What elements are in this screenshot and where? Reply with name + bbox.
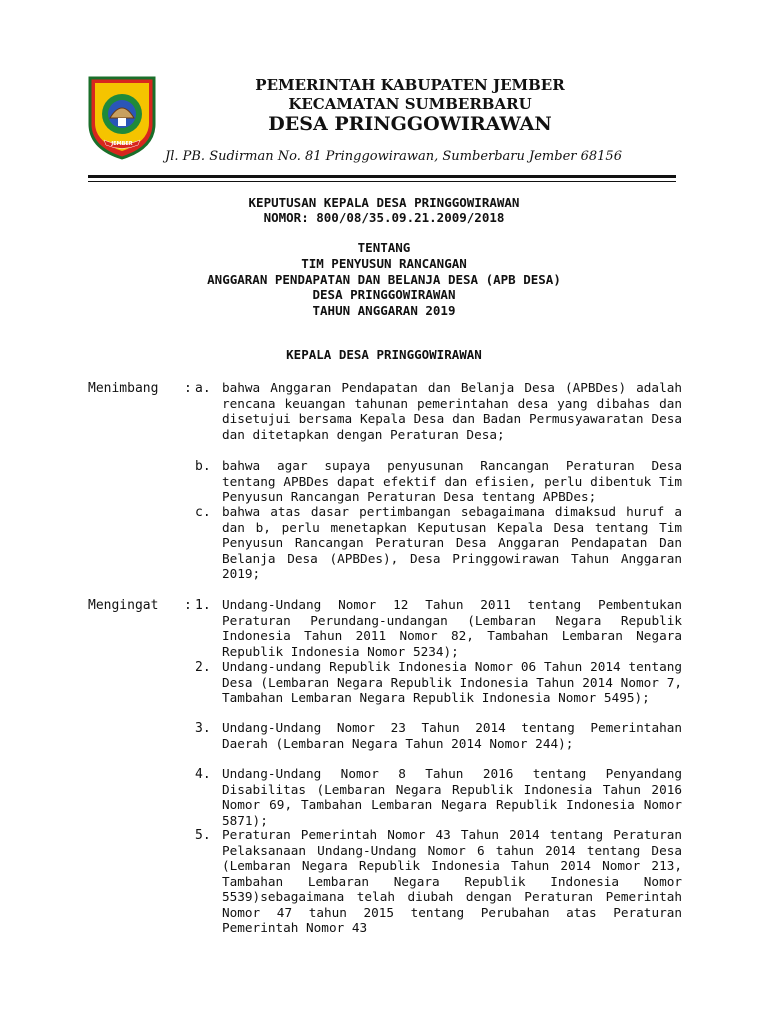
menimbang-marker-b: b.	[195, 459, 211, 474]
header-divider-thin	[88, 181, 676, 182]
official-title: KEPALA DESA PRINGGOWIRAWAN	[286, 347, 482, 362]
header-divider-thick	[88, 175, 676, 178]
mengingat-item-2: Undang-undang Republik Indonesia Nomor 06 Tahun 2014 tentang Desa (Lembaran Negara Republik Indonesia Tahun 2014 Nomor 7, Tambahan Lembaran Negara Republik Indonesia Nomor 5495);	[222, 659, 682, 705]
subject-line-4: DESA PRINGGOWIRAWAN	[312, 287, 456, 302]
mengingat-marker-3: 3.	[195, 721, 211, 736]
mengingat-marker-2: 2.	[195, 660, 211, 675]
jember-regency-emblem	[88, 74, 156, 160]
mengingat-item-5: Peraturan Pemerintah Nomor 43 Tahun 2014 tentang Peraturan Pelaksanaan Undang-Undang Nomor 6 tahun 2014 tentang Desa (Lembaran Negara Republik Indonesia Tahun 2014 Nomor 213, Tambahan Lembaran Negara Republik Indonesia Nomor 5539)sebagaimana telah diubah dengan Peraturan Pemerintah Nomor 47 tahun 2015 tentang Perubahan atas Peraturan Pemerintah Nomor 43	[222, 827, 682, 935]
menimbang-marker-a: a.	[195, 381, 211, 396]
mengingat-item-1: Undang-Undang Nomor 12 Tahun 2011 tentang Pembentukan Peraturan Perundang-undangan (Lembaran Negara Republik Indonesia Tahun 2011 Nomor 82, Tambahan Lembaran Negara Republik Indonesia Nomor 5234);	[222, 597, 682, 659]
decree-number: NOMOR: 800/08/35.09.21.2009/2018	[263, 210, 505, 225]
subject-tentang: TENTANG	[357, 240, 411, 255]
subject-line-2: TIM PENYUSUN RANCANGAN	[301, 256, 467, 271]
menimbang-item-a: bahwa Anggaran Pendapatan dan Belanja Desa (APBDes) adalah rencana keuangan tahunan pemerintahan desa yang dibahas dan disetujui bersama Kepala Desa dan Badan Permusyawaratan Desa dan ditetapkan dengan Peraturan Desa;	[222, 380, 682, 442]
mengingat-label: Mengingat	[88, 598, 159, 613]
subject-line-3: ANGGARAN PENDAPATAN DAN BELANJA DESA (APB DESA)	[207, 272, 561, 287]
header-address: Jl. PB. Sudirman No. 81 Pringgowirawan, Sumberbaru Jember 68156	[165, 149, 622, 164]
mengingat-item-3: Undang-Undang Nomor 23 Tahun 2014 tentang Pemerintahan Daerah (Lembaran Negara Tahun 2014 Nomor 244);	[222, 720, 682, 751]
header-district: KECAMATAN SUMBERBARU	[288, 95, 532, 113]
mengingat-marker-4: 4.	[195, 767, 211, 782]
svg-text:JEMBER: JEMBER	[111, 141, 133, 147]
header-regency: PEMERINTAH KABUPATEN JEMBER	[255, 76, 565, 94]
menimbang-colon: :	[184, 381, 192, 396]
mengingat-marker-5: 5.	[195, 828, 211, 843]
menimbang-label: Menimbang	[88, 381, 159, 396]
menimbang-item-b: bahwa agar supaya penyusunan Rancangan Peraturan Desa tentang APBDes dapat efektif dan efisien, perlu dibentuk Tim Penyusun Rancangan Peraturan Desa tentang APBDes;	[222, 458, 682, 504]
header-village: DESA PRINGGOWIRAWAN	[268, 113, 552, 135]
mengingat-colon: :	[184, 598, 192, 613]
mengingat-marker-1: 1.	[195, 598, 211, 613]
menimbang-marker-c: c.	[195, 505, 211, 520]
decree-title: KEPUTUSAN KEPALA DESA PRINGGOWIRAWAN	[248, 195, 520, 210]
menimbang-item-c: bahwa atas dasar pertimbangan sebagaimana dimaksud huruf a dan b, perlu menetapkan Keputusan Kepala Desa tentang Tim Penyusun Rancangan Peraturan Desa Anggaran Pendapatan Dan Belanja Desa (APBDes), Desa Pringgowirawan Tahun Anggaran 2019;	[222, 504, 682, 581]
subject-line-5: TAHUN ANGGARAN 2019	[312, 303, 456, 318]
mengingat-item-4: Undang-Undang Nomor 8 Tahun 2016 tentang Penyandang Disabilitas (Lembaran Negara Republik Indonesia Tahun 2016 Nomor 69, Tambahan Lembaran Negara Republik Indonesia Nomor 5871);	[222, 766, 682, 828]
